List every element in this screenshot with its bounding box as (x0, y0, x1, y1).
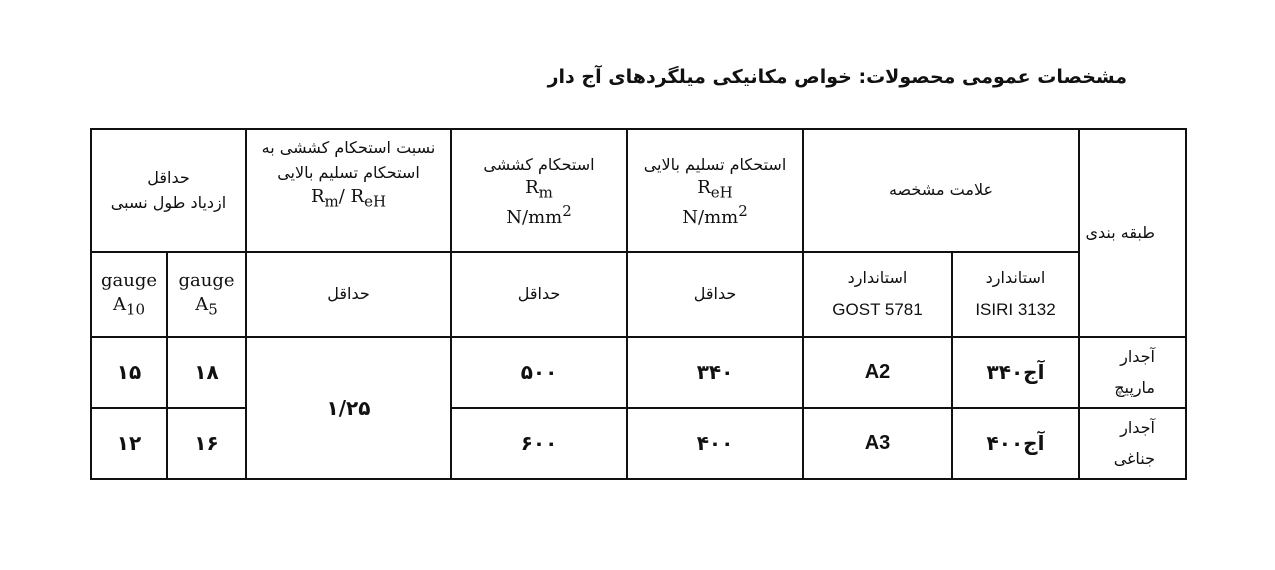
tensile-value: ۵۰۰ (451, 337, 627, 408)
ratio-formula: $R_m/$ $R_{eH}$ (310, 185, 387, 211)
classification-cell: آجدار جناغی (1079, 408, 1186, 479)
ratio-header: نسبت استحکام کششی به استحکام تسلیم بالایی $R_m/$ $R_{eH}$ (246, 129, 451, 252)
tensile-min-label: حداقل (451, 252, 627, 337)
a10-value: ۱۵ (91, 337, 167, 408)
tensile-symbol: $R_m$ (525, 177, 553, 202)
a5-value: ۱۸ (167, 337, 246, 408)
table-row (91, 337, 1186, 408)
tensile-value: ۶۰۰ (451, 408, 627, 479)
isiri-standard-header: استاندارد ISIRI 3132 (952, 252, 1079, 337)
isiri-grade: آج۴۰۰ (952, 408, 1079, 479)
yield-strength-header: استحکام تسلیم بالایی $R_{eH}$ $N/mm^2$ (627, 129, 803, 252)
subheader-row (91, 252, 1186, 337)
document-title: مشخصات عمومی محصولات: خواص مکانیکی میلگردهای آج دار (547, 66, 1127, 88)
tensile-unit: $N/mm^2$ (506, 201, 572, 228)
yield-value: ۴۰۰ (627, 408, 803, 479)
yield-min-label: حداقل (627, 252, 803, 337)
gauge-a10-header: gauge $A_{10}$ (91, 252, 167, 337)
a10-value: ۱۲ (91, 408, 167, 479)
gost-standard-header: استاندارد GOST 5781 (803, 252, 952, 337)
elongation-header: حداقل ازدیاد طول نسبی (91, 129, 246, 252)
yield-symbol: $R_{eH}$ (697, 177, 733, 202)
ratio-min-label: حداقل (246, 252, 451, 337)
isiri-grade: آج۳۴۰ (952, 337, 1079, 408)
symbol-header: علامت مشخصه (803, 129, 1079, 252)
mechanical-properties-table (90, 128, 1187, 480)
classification-header: طبقه بندی (1079, 129, 1186, 337)
tensile-strength-header: استحکام کششی $R_m$ $N/mm^2$ (451, 129, 627, 252)
classification-cell: آجدار مارپیچ (1079, 337, 1186, 408)
gost-grade: A3 (803, 408, 952, 479)
yield-value: ۳۴۰ (627, 337, 803, 408)
gauge-a5-header: gauge $A_5$ (167, 252, 246, 337)
gost-grade: A2 (803, 337, 952, 408)
a5-value: ۱۶ (167, 408, 246, 479)
yield-unit: $N/mm^2$ (682, 201, 748, 228)
header-row (91, 129, 1186, 252)
ratio-value: ۱/۲۵ (246, 337, 451, 479)
